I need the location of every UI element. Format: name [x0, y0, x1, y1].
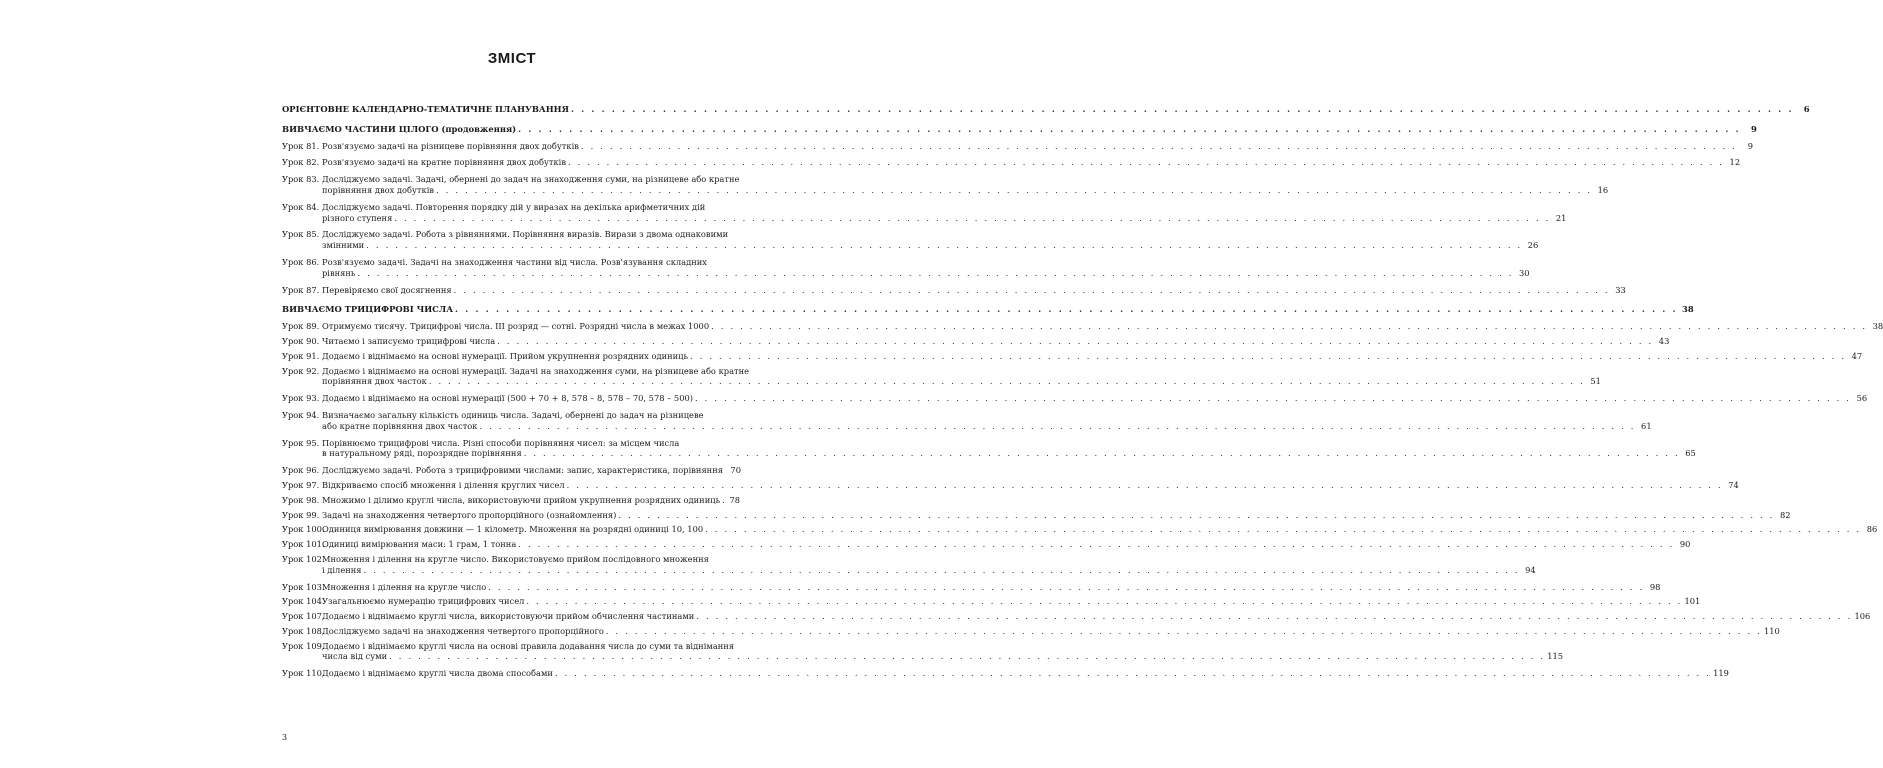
entry-page-number: 86: [1866, 524, 1878, 535]
dot-leader: . . . . . . . . . . . . . . . . . . . . . . . . . . . . . . . . . . . . . . . . . . . . . . . . . . . . . . . . . . . . . . . . . . . . . . . . . . . . . . . . . . . . . . . . . . . . . . . . . . . . . . . . . . . . . . . . . . . . . . . .: [479, 420, 1636, 431]
lesson-number: Урок 82.: [282, 157, 320, 168]
dot-leader: [722, 495, 724, 506]
dot-leader: . . . . . . . . . . . . . . . . . . . . . . . . . . . . . . . . . . . . . . . . . . . . . . . . . . . . . . . . . . . . . . . . . . . . . . . . . . . . . . . . . . . . . . . . . . . . . . . . . . . . . . . . . . . . . . . . . . . . . . . .: [366, 240, 1523, 251]
entry-title-line: Читаємо і записуємо трицифрові числа: [322, 335, 496, 346]
dot-leader: . . . . . . . . . . . . . . . . . . . . . . . . . . . . . . . . . . . . . . . . . . . . . . . . . . . . . . . . . . . . . . . . . . . . . . . . . . . . . . . . . . . . . . . . . . . . . . . . . . . . . . . . . . . . . . . . . . . . . . . .: [389, 651, 1546, 662]
dot-leader: . . . . . . . . . . . . . . . . . . . . . . . . . . . . . . . . . . . . . . . . . . . . . . . . . . . . . . . . . . . . . . . . . . . . . . . . . . . . . . . . . . . . . . . . . . . . . . . . . . . . . . . . . . . . . . . . . . . . . . . .: [618, 509, 1775, 520]
entry-title-line: Узагальнюємо нумерацію трицифрових чисел: [322, 596, 525, 607]
lesson-number: Урок 85.: [282, 229, 320, 240]
entry-page-number: 51: [1590, 376, 1601, 387]
entry-page-number: 33: [1615, 284, 1626, 295]
dot-leader: . . . . . . . . . . . . . . . . . . . . . . . . . . . . . . . . . . . . . . . . . . . . . . . . . . . . . . . . . . . . . . . . . . . . . . . . . . . . . . . . . . . . . . . . . . . . . . . . . . . . . . . . . . . . . . . . . . . . . . . .: [523, 448, 1680, 459]
lesson-number: Урок 101.: [282, 539, 325, 550]
toc-entry: [282, 465, 740, 476]
lesson-number: Урок 84.: [282, 201, 320, 212]
entry-page-number: 9: [1747, 140, 1754, 151]
dot-leader: . . . . . . . . . . . . . . . . . . . . . . . . . . . . . . . . . . . . . . . . . . . . . . . . . . . . . . . . . . . . . . . . . . . . . . . . . . . . . . . . . . . . . . . . . . . . . . . . . . . . . . . . . . . . . . . . . . . . . . . .: [518, 123, 1741, 134]
entry-title-line: Досліджуємо задачі на знаходження четвертого пропорційного: [322, 625, 604, 636]
toc-section: [282, 104, 1810, 115]
toc-entry: [282, 157, 1741, 168]
toc-entry: [282, 229, 1539, 251]
toc-entry: [282, 140, 1754, 152]
entry-title-line: Множимо і ділимо круглі числа, використовуючи прийом укрупнення розрядних одиниць: [322, 494, 721, 505]
entry-title-line: числа від суми: [322, 651, 388, 662]
entry-title-line: рівнянь: [322, 267, 356, 278]
toc-entry: [282, 539, 1691, 550]
dot-leader: . . . . . . . . . . . . . . . . . . . . . . . . . . . . . . . . . . . . . . . . . . . . . . . . . . . . . . . . . . . . . . . . . . . . . . . . . . . . . . . . . . . . . . . . . . . . . . . . . . . . . . . . . . . . . . . . . . . . . . . .: [566, 479, 1723, 490]
entry-page-number: 106: [1854, 611, 1871, 622]
lesson-number: Урок 97.: [282, 479, 320, 490]
lesson-number: Урок 92.: [282, 365, 320, 376]
entry-title-line: Отримуємо тисячу. Трицифрові числа. III розряд — сотні. Розрядні числа в межах 1000: [322, 321, 710, 332]
toc-entry: [282, 350, 1863, 362]
lesson-number: Урок 95.: [282, 437, 320, 448]
dot-leader: . . . . . . . . . . . . . . . . . . . . . . . . . . . . . . . . . . . . . . . . . . . . . . . . . . . . . . . . . . . . . . . . . . . . . . . . . . . . . . . . . . . . . . . . . . . . . . . . . . . . . . . . . . . . . . . . . . . . . . . .: [394, 212, 1551, 223]
entry-page-number: 115: [1547, 651, 1564, 662]
dot-leader: . . . . . . . . . . . . . . . . . . . . . . . . . . . . . . . . . . . . . . . . . . . . . . . . . . . . . . . . . . . . . . . . . . . . . . . . . . . . . . . . . . . . . . . . . . . . . . . . . . . . . . . . . . . . . . . . . . . . . . . .: [363, 564, 1520, 575]
toc-section: [282, 304, 1694, 315]
lesson-number: Урок 94.: [282, 409, 320, 420]
entry-page-number: 21: [1555, 212, 1567, 223]
entry-page-number: 56: [1856, 393, 1868, 404]
dot-leader: . . . . . . . . . . . . . . . . . . . . . . . . . . . . . . . . . . . . . . . . . . . . . . . . . . . . . . . . . . . . . . . . . . . . . . . . . . . . . . . . . . . . . . . . . . . . . . . . . . . . . . . . . . . . . . . . . . . . . . . .: [357, 267, 1514, 278]
entry-title-line: змінними: [322, 240, 365, 251]
toc-entry: [282, 256, 1530, 279]
entry-title-line: Додаємо і віднімаємо на основі нумерації. Прийом укрупнення розрядних одиниць: [322, 350, 689, 361]
lesson-number: Урок 110.: [282, 668, 325, 679]
toc-entry: [282, 479, 1739, 491]
toc-section: [282, 123, 1757, 135]
entry-page-number: 9: [1750, 123, 1757, 134]
entry-title-line: Додаємо і віднімаємо на основі нумерації. Задачі на знаходження суми, на різницеве або кратне: [322, 365, 750, 376]
entry-page-number: 101: [1684, 596, 1701, 607]
entry-title-line: Визначаємо загальну кількість одиниць числа. Задачі, обернені до задач на різницеве: [322, 409, 704, 420]
entry-page-number: 6: [1803, 104, 1810, 114]
entry-page-number: 65: [1685, 448, 1696, 459]
toc-entry: [282, 581, 1661, 593]
entry-title-line: ВИВЧАЄМО ТРИЦИФРОВІ ЧИСЛА: [282, 304, 454, 315]
entry-title-line: Досліджуємо задачі. Робота з трицифровими числами: запис, характеристика, порівняння: [322, 465, 723, 476]
entry-page-number: 61: [1641, 420, 1652, 431]
entry-page-number: 47: [1851, 350, 1863, 361]
lesson-number: Урок 102.: [282, 553, 325, 564]
lesson-number: Урок 83.: [282, 174, 320, 185]
dot-leader: . . . . . . . . . . . . . . . . . . . . . . . . . . . . . . . . . . . . . . . . . . . . . . . . . . . . . . . . . . . . . . . . . . . . . . . . . . . . . . . . . . . . . . . . . . . . . . . . . . . . . . . . . . . . . . . . . . . . . . . .: [488, 581, 1645, 592]
entry-title-line: Розв'язуємо задачі на кратне порівняння двох добутків: [322, 157, 566, 168]
dot-leader: . . . . . . . . . . . . . . . . . . . . . . . . . . . . . . . . . . . . . . . . . . . . . . . . . . . . . . . . . . . . . . . . . . . . . . . . . . . . . . . . . . . . . . . . . . . . . . . . . . . . . . . . . . . . . . . . . . . . . . . .: [605, 625, 1762, 636]
lesson-number: Урок 104.: [282, 596, 325, 607]
entry-page-number: 43: [1658, 335, 1670, 346]
lesson-number: Урок 91.: [282, 350, 320, 361]
entry-title-line: Відкриваємо спосіб множення і ділення круглих чисел: [322, 479, 565, 490]
lesson-number: Урок 100.: [282, 524, 325, 535]
toc-entry: [282, 640, 1564, 663]
entry-page-number: 74: [1728, 479, 1739, 490]
entry-title-line: Досліджуємо задачі. Повторення порядку дій у виразах на декілька арифметичних дій: [322, 201, 706, 212]
page-number: 3: [282, 733, 288, 742]
toc-entry: [282, 365, 1601, 388]
lesson-number: Урок 99.: [282, 509, 320, 520]
entry-title-line: ВИВЧАЄМО ЧАСТИНИ ЦІЛОГО (продовження): [282, 123, 517, 134]
entry-title-line: Перевіряємо свої досягнення: [322, 284, 452, 295]
entry-title-line: Множення і ділення на кругле число: [322, 581, 487, 592]
entry-title-line: порівняння двох добутків: [322, 184, 435, 195]
lesson-number: Урок 86.: [282, 256, 320, 267]
entry-page-number: 90: [1679, 539, 1691, 550]
toc-entry: [282, 393, 1868, 404]
dot-leader: . . . . . . . . . . . . . . . . . . . . . . . . . . . . . . . . . . . . . . . . . . . . . . . . . . . . . . . . . . . . . . . . . . . . . . . . . . . . . . . . . . . . . . . . . . . . . . . . . . . . . . . . . . . . . . . . . . . . . . . .: [526, 596, 1683, 607]
entry-title-line: Додаємо і віднімаємо круглі числа, використовуючи прийом обчислення частинами: [322, 611, 695, 622]
dot-leader: . . . . . . . . . . . . . . . . . . . . . . . . . . . . . . . . . . . . . . . . . . . . . . . . . . . . . . . . . . . . . . . . . . . . . . . . . . . . . . . . . . . . . . . . . . . . . . . . . . . . . . . . . . . . . . . . . . . . . . . .: [497, 335, 1654, 346]
entry-page-number: 70: [730, 465, 741, 476]
toc-entry: [282, 524, 1878, 535]
dot-leader: . . . . . . . . . . . . . . . . . . . . . . . . . . . . . . . . . . . . . . . . . . . . . . . . . . . . . . . . . . . . . . . . . . . . . . . . . . . . . . . . . . . . . . . . . . . . . . . . . . . . . . . . . . . . . . . . . . . . . . . .: [690, 350, 1847, 361]
entry-page-number: 38: [1682, 304, 1694, 315]
dot-leader: . . . . . . . . . . . . . . . . . . . . . . . . . . . . . . . . . . . . . . . . . . . . . . . . . . . . . . . . . . . . . . . . . . . . . . . . . . . . . . . . . . . . . . . . . . . . . . . . . . . . . . . . . . . . . . . . . . . . . . . .: [567, 157, 1725, 168]
toc-entry: [282, 596, 1701, 607]
entry-page-number: 78: [729, 494, 740, 505]
entry-page-number: 98: [1649, 581, 1661, 592]
entry-title-line: різного ступеня: [322, 212, 393, 223]
entry-page-number: 110: [1763, 625, 1780, 636]
entry-title-line: Досліджуємо задачі. Робота з рівняннями. Порівняння виразів. Вирази з двома однаковими: [322, 229, 729, 240]
lesson-number: Урок 93.: [282, 393, 320, 404]
toc-entry: [282, 321, 1883, 332]
entry-page-number: 26: [1527, 240, 1539, 251]
entry-title-line: Одиниці вимірювання маси: 1 грам, 1 тонна: [322, 539, 517, 550]
lesson-number: Урок 89.: [282, 321, 320, 332]
table-of-contents: [282, 104, 1883, 679]
dot-leader: . . . . . . . . . . . . . . . . . . . . . . . . . . . . . . . . . . . . . . . . . . . . . . . . . . . . . . . . . . . . . . . . . . . . . . . . . . . . . . . . . . . . . . . . . . . . . . . . . . . . . . . . . . . . . . . . . . . . . . . .: [570, 104, 1794, 114]
entry-title-line: Розв'язуємо задачі. Задачі на знаходження частини від числа. Розв'язування складних: [322, 256, 707, 267]
entry-title-line: і ділення: [322, 564, 362, 575]
lesson-number: Урок 98.: [282, 494, 320, 505]
toc-entry: [282, 201, 1567, 224]
toc-entry: [282, 335, 1670, 347]
entry-title-line: Порівнюємо трицифрові числа. Різні способи порівняння чисел: за місцем числа: [322, 437, 680, 448]
dot-leader: . . . . . . . . . . . . . . . . . . . . . . . . . . . . . . . . . . . . . . . . . . . . . . . . . . . . . . . . . . . . . . . . . . . . . . . . . . . . . . . . . . . . . . . . . . . . . . . . . . . . . . . . . . . . . . . . . . . . . . . .: [705, 524, 1862, 535]
dot-leader: . . . . . . . . . . . . . . . . . . . . . . . . . . . . . . . . . . . . . . . . . . . . . . . . . . . . . . . . . . . . . . . . . . . . . . . . . . . . . . . . . . . . . . . . . . . . . . . . . . . . . . . . . . . . . . . . . . . . . . . .: [428, 376, 1585, 387]
dot-leader: . . . . . . . . . . . . . . . . . . . . . . . . . . . . . . . . . . . . . . . . . . . . . . . . . . . . . . . . . . . . . . . . . . . . . . . . . . . . . . . . . . . . . . . . . . . . . . . . . . . . . . . . . . . . . . . . . . . . . . . .: [580, 140, 1738, 151]
lesson-number: Урок 108.: [282, 625, 325, 636]
dot-leader: . . . . . . . . . . . . . . . . . . . . . . . . . . . . . . . . . . . . . . . . . . . . . . . . . . . . . . . . . . . . . . . . . . . . . . . . . . . . . . . . . . . . . . . . . . . . . . . . . . . . . . . . . . . . . . . . . . . . . . . .: [554, 668, 1712, 679]
lesson-number: Урок 96.: [282, 465, 320, 476]
toc-entry: [282, 625, 1780, 637]
lesson-number: Урок 87.: [282, 284, 320, 295]
dot-leader: . . . . . . . . . . . . . . . . . . . . . . . . . . . . . . . . . . . . . . . . . . . . . . . . . . . . . . . . . . . . . . . . . . . . . . . . . . . . . . . . . . . . . . . . . . . . . . . . . . . . . . . . . . . . . . . . . . . . . . . .: [695, 393, 1852, 404]
entry-title-line: Додаємо і віднімаємо на основі нумерації (500 + 70 + 8, 578 – 8, 578 – 70, 578 – 500): [322, 393, 693, 404]
toc-entry: [282, 668, 1729, 679]
dot-leader: . . . . . . . . . . . . . . . . . . . . . . . . . . . . . . . . . . . . . . . . . . . . . . . . . . . . . . . . . . . . . . . . . . . . . . . . . . . . . . . . . . . . . . . . . . . . . . . . . . . . . . . . . . . . . . . . . . . . . . . .: [696, 611, 1853, 622]
entry-page-number: 16: [1597, 184, 1609, 195]
dot-leader: . . . . . . . . . . . . . . . . . . . . . . . . . . . . . . . . . . . . . . . . . . . . . . . . . . . . . . . . . . . . . . . . . . . . . . . . . . . . . . . . . . . . . . . . . . . . . . . . . . . . . . . . . . . . . . . . . . . . . . . .: [453, 284, 1610, 295]
entry-title-line: Одиниця вимірювання довжини — 1 кілометр. Множення на розрядні одиниці 10, 100: [322, 524, 704, 535]
entry-title-line: Задачі на знаходження четвертого пропорційного (ознайомлення): [322, 509, 617, 520]
dot-leader: . . . . . . . . . . . . . . . . . . . . . . . . . . . . . . . . . . . . . . . . . . . . . . . . . . . . . . . . . . . . . . . . . . . . . . . . . . . . . . . . . . . . . . . . . . . . . . . . . . . . . . . . . . . . . . . . . . . . . . . .: [711, 321, 1868, 332]
toc-entry: [282, 495, 740, 506]
toc-entry: [282, 437, 1696, 460]
lesson-number: Урок 103.: [282, 581, 325, 592]
entry-title-line: Досліджуємо задачі. Задачі, обернені до задач на знаходження суми, на різницеве або кратне: [322, 174, 740, 185]
lesson-number: Урок 90.: [282, 335, 320, 346]
dot-leader: . . . . . . . . . . . . . . . . . . . . . . . . . . . . . . . . . . . . . . . . . . . . . . . . . . . . . . . . . . . . . . . . . . . . . . . . . . . . . . . . . . . . . . . . . . . . . . . . . . . . . . . . . . . . . . . . . . . . . . . .: [436, 184, 1593, 195]
lesson-number: Урок 109.: [282, 640, 325, 651]
toc-entry: [282, 174, 1609, 196]
entry-page-number: 119: [1713, 668, 1729, 679]
toc-entry: [282, 409, 1652, 432]
entry-title-line: в натуральному ряді, порозрядне порівняння: [322, 448, 522, 459]
entry-page-number: 12: [1729, 157, 1741, 168]
entry-page-number: 30: [1519, 267, 1530, 278]
entry-page-number: 94: [1525, 564, 1536, 575]
dot-leader: . . . . . . . . . . . . . . . . . . . . . . . . . . . . . . . . . . . . . . . . . . . . . . . . . . . . . . . . . . . . . . . . . . . . . . . . . . . . . . . . . . . . . . . . . . . . . . . . . . . . . . . . . . . . . . . . . . . . . . . .: [518, 539, 1675, 550]
entry-title-line: Розв'язуємо задачі на різницеве порівняння двох добутків: [322, 140, 579, 151]
toc-entry: [282, 284, 1626, 296]
entry-title-line: порівняння двох часток: [322, 376, 427, 387]
entry-title-line: Додаємо і віднімаємо круглі числа на основі правила додавання числа до суми та віднімання: [322, 640, 735, 651]
lesson-number: Урок 107.: [282, 611, 325, 622]
entry-title-line: Множення і ділення на кругле число. Використовуємо прийом послідовного множення: [322, 553, 709, 564]
entry-page-number: 38: [1872, 321, 1883, 332]
entry-title-line: Додаємо і віднімаємо круглі числа двома способами: [322, 668, 553, 679]
toc-entry: [282, 509, 1791, 521]
page-title: ЗМІСТ: [487, 50, 537, 67]
entry-title-line: ОРІЄНТОВНЕ КАЛЕНДАРНО-ТЕМАТИЧНЕ ПЛАНУВАННЯ: [282, 104, 569, 114]
lesson-number: Урок 81.: [282, 140, 320, 151]
toc-entry: [282, 611, 1871, 622]
entry-page-number: 82: [1779, 509, 1791, 520]
toc-entry: [282, 553, 1536, 576]
entry-title-line: або кратне порівняння двох часток: [322, 420, 478, 431]
dot-leader: . . . . . . . . . . . . . . . . . . . . . . . . . . . . . . . . . . . . . . . . . . . . . . . . . . . . . . . . . . . . . . . . . . . . . . . . . . . . . . . . . . . . . . . . . . . . . . . . . . . . . . . . . . . . . . . . . . . . . . . .: [455, 304, 1678, 315]
